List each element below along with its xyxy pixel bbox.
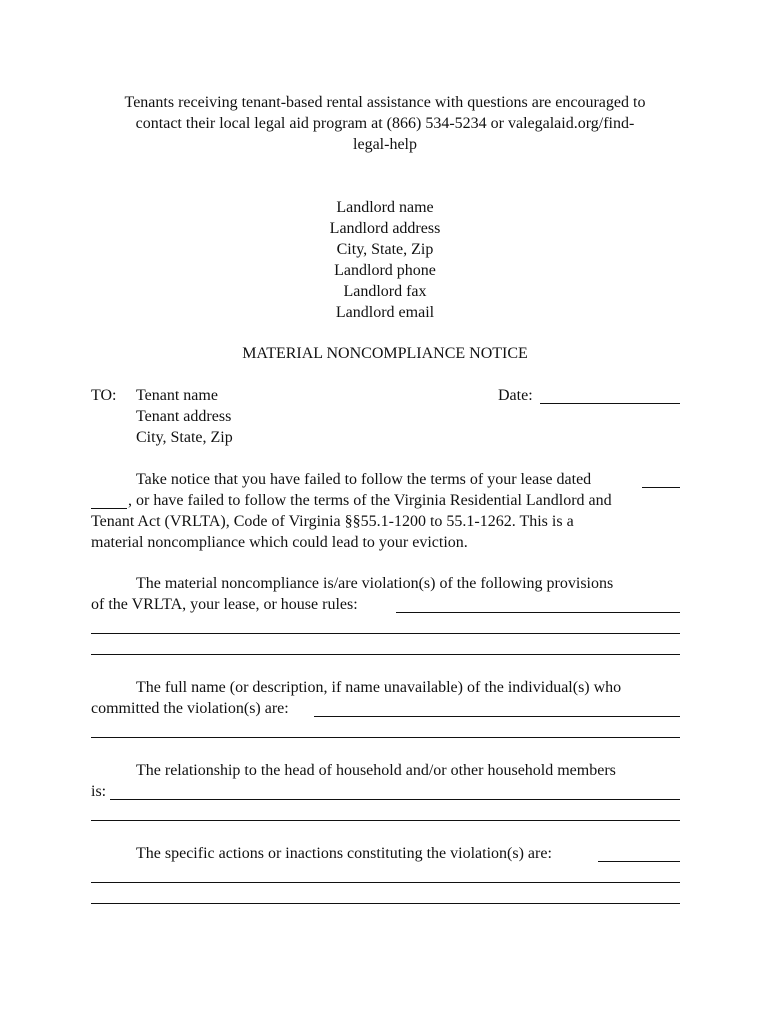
para1-line-4: material noncompliance which could lead to your eviction. bbox=[91, 534, 468, 551]
provisions-underline-2[interactable] bbox=[91, 633, 680, 634]
to-label: TO: bbox=[91, 387, 117, 404]
document-title: MATERIAL NONCOMPLIANCE NOTICE bbox=[242, 345, 528, 362]
lease-date-underline-b bbox=[91, 508, 127, 509]
individuals-underline-2[interactable] bbox=[91, 737, 680, 738]
actions-underline-2[interactable] bbox=[91, 882, 680, 883]
para3-line-1: The full name (or description, if name unavailable) of the individual(s) who bbox=[136, 679, 622, 696]
landlord-email: Landlord email bbox=[335, 304, 435, 321]
actions-underline-1 bbox=[598, 861, 680, 862]
provisions-underline-1 bbox=[396, 612, 680, 613]
para4-line-1: The relationship to the head of household and/or other household members bbox=[136, 762, 616, 779]
para2-line-1: The material noncompliance is/are violation(s) of the following provisions bbox=[136, 575, 614, 592]
legal-aid-notice-line-3: legal-help bbox=[353, 136, 417, 153]
actions-underline-3[interactable] bbox=[91, 903, 680, 904]
para2-line-2: of the VRLTA, your lease, or house rules: bbox=[91, 596, 358, 613]
para5-line-1: The specific actions or inactions constituting the violation(s) are: bbox=[136, 845, 552, 862]
tenant-city-state-zip: City, State, Zip bbox=[136, 429, 233, 446]
date-underline bbox=[540, 403, 680, 404]
para1-line-3: Tenant Act (VRLTA), Code of Virginia §§55.1-1200 to 55.1-1262. This is a bbox=[91, 513, 574, 530]
individuals-underline-1 bbox=[314, 716, 680, 717]
relationship-underline-2[interactable] bbox=[91, 820, 680, 821]
legal-aid-notice-line-2: contact their local legal aid program at (866) 534-5234 or valegalaid.org/find- bbox=[135, 115, 635, 132]
tenant-address: Tenant address bbox=[136, 408, 232, 425]
para1-line-1: Take notice that you have failed to follow the terms of your lease dated bbox=[136, 471, 592, 488]
para3-line-2: committed the violation(s) are: bbox=[91, 700, 289, 717]
landlord-address: Landlord address bbox=[329, 220, 441, 237]
para1-line-2: , or have failed to follow the terms of the Virginia Residential Landlord and bbox=[128, 492, 612, 509]
tenant-name: Tenant name bbox=[136, 387, 218, 404]
para4-line-2: is: bbox=[91, 783, 107, 800]
landlord-name: Landlord name bbox=[336, 199, 434, 216]
landlord-fax: Landlord fax bbox=[343, 283, 427, 300]
legal-aid-notice-line-1: Tenants receiving tenant-based rental assistance with questions are encouraged to bbox=[124, 94, 646, 111]
landlord-phone: Landlord phone bbox=[334, 262, 436, 279]
date-label: Date: bbox=[498, 387, 533, 404]
relationship-underline-1 bbox=[110, 799, 680, 800]
landlord-city-state-zip: City, State, Zip bbox=[336, 241, 434, 258]
lease-date-underline-a bbox=[642, 487, 680, 488]
provisions-underline-3[interactable] bbox=[91, 654, 680, 655]
